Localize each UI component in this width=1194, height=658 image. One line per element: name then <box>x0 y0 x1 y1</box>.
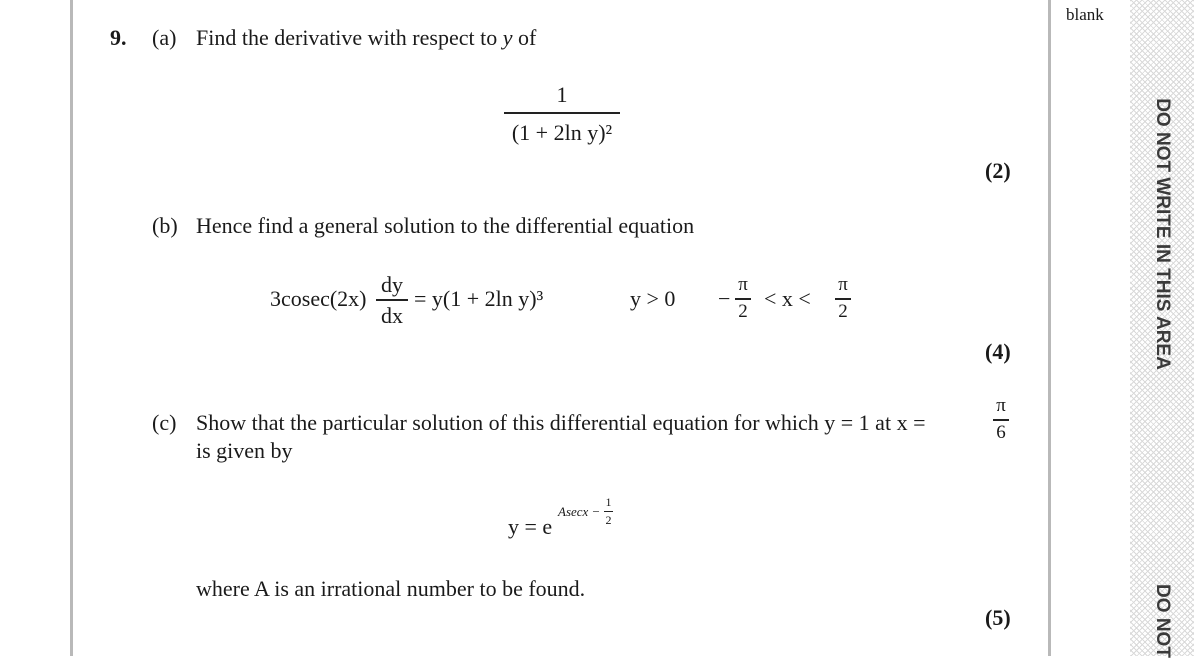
range-minus: − <box>718 286 731 311</box>
blank-label: blank <box>1066 5 1104 24</box>
part-c-where: where A is an irrational number to be found. <box>196 576 586 601</box>
part-a-marks: (2) <box>985 158 1011 183</box>
equation-lhs-coeff: 3cosec(2x) <box>270 286 367 311</box>
range-upper-fraction: π 2 <box>835 274 851 323</box>
part-a-fraction <box>504 82 620 146</box>
left-margin-rule <box>70 0 73 656</box>
side-notice-bottom: DO NOT <box>1152 584 1173 658</box>
side-notice: DO NOT WRITE IN THIS AREA <box>1152 98 1173 370</box>
pi-over-six-fraction: π 6 <box>993 395 1009 444</box>
fraction-numerator: 1 <box>556 82 568 107</box>
exponent-half-fraction: 1 2 <box>605 495 612 527</box>
part-c-marks: (5) <box>985 605 1011 630</box>
part-a-prompt: Find the derivative with respect to y of <box>196 25 537 50</box>
condition-y: y > 0 <box>630 286 676 311</box>
fraction-denominator: (1 + 2ln y)² <box>511 119 613 145</box>
part-c-prompt-line2: is given by <box>196 438 293 463</box>
dy-dx-fraction: dy dx <box>376 272 408 329</box>
equation-rhs: = y(1 + 2ln y)³ <box>414 286 544 311</box>
result-exponent: Asecx − <box>558 504 601 519</box>
range-lower-fraction: π 2 <box>735 274 751 323</box>
part-b-label: (b) <box>152 213 178 238</box>
fraction-bar <box>504 112 620 114</box>
question-number: 9. <box>110 25 127 50</box>
part-b-marks: (4) <box>985 339 1011 364</box>
result-lhs: y = e <box>508 514 553 539</box>
part-c-label: (c) <box>152 410 177 435</box>
part-c-prompt-line1: Show that the particular solution of this differential equation for which y = 1 at x = <box>196 410 926 435</box>
part-a-label: (a) <box>152 25 177 50</box>
range-middle: < x < <box>764 286 811 311</box>
right-margin-rule <box>1048 0 1051 656</box>
part-b-prompt: Hence find a general solution to the differential equation <box>196 213 695 238</box>
